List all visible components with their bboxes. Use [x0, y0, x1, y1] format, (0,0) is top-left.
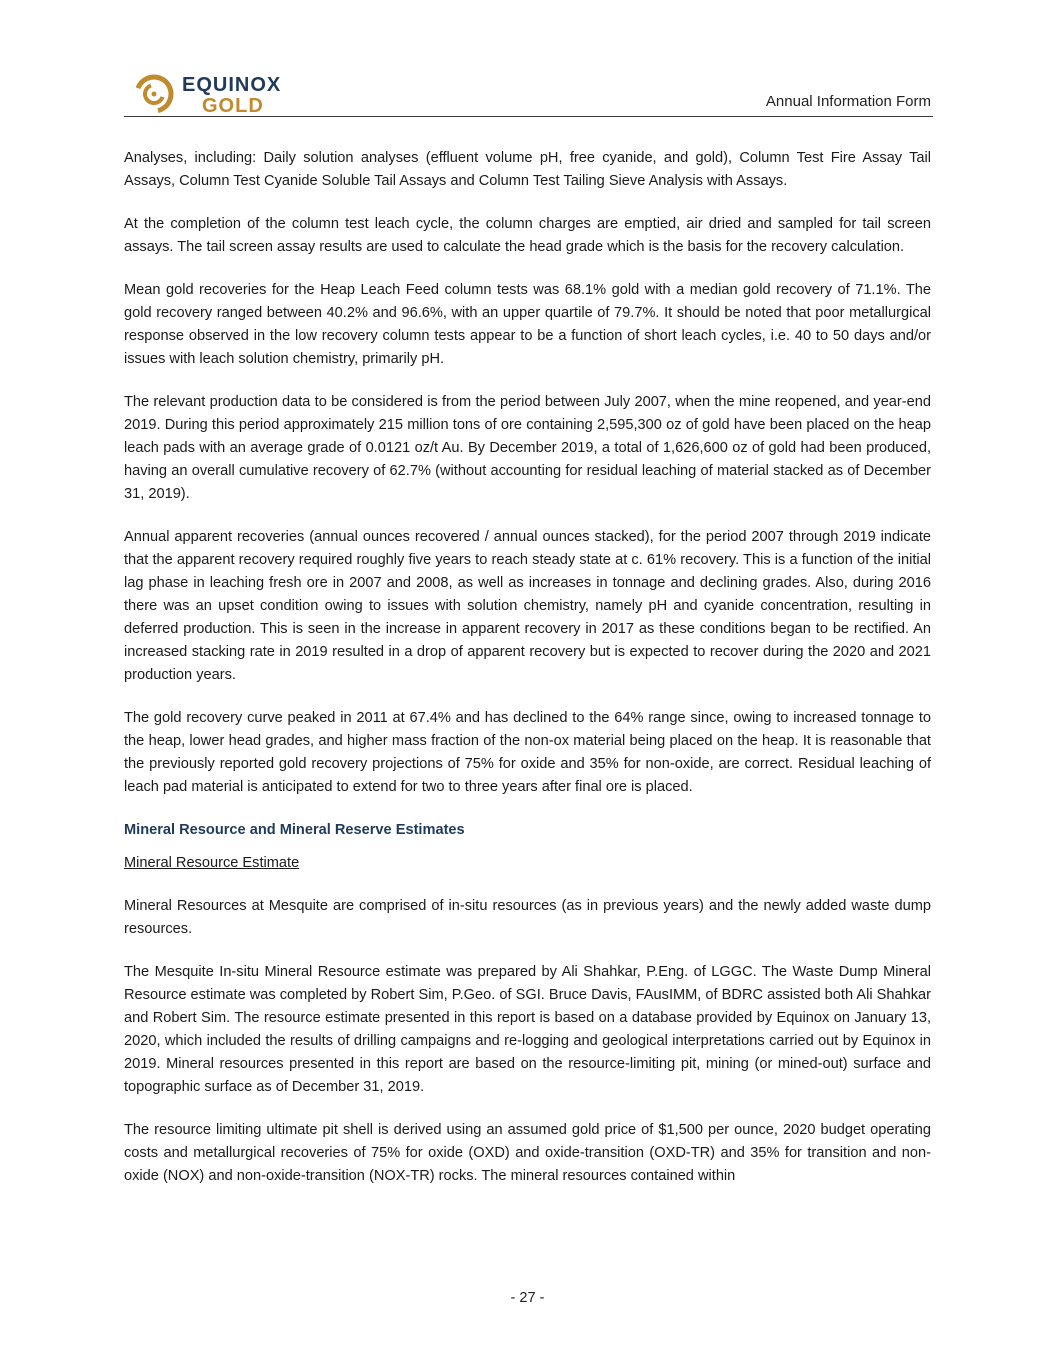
paragraph-mean-recoveries: Mean gold recoveries for the Heap Leach Feed column tests was 68.1% gold with a median gold recovery of 71.1%. The gold recovery ranged between 40.2% and 96.6%, with an upper quartile of 79.7%. It should be noted that poor metallurgical response observed in the low recovery column tests appear to be a function of short leach cycles, i.e. 40 to 50 days and/or issues with leach solution chemistry, primarily pH. — [124, 282, 931, 367]
paragraph-column-test: At the completion of the column test leach cycle, the column charges are emptied, air dried and sampled for tail screen assays. The tail screen assay results are used to calculate the head grade which is the basis for the recovery calculation. — [124, 216, 931, 255]
paragraph-mesquite-resources: Mineral Resources at Mesquite are comprised of in-situ resources (as in previous years) and the newly added waste dump resources. — [124, 898, 931, 937]
page-header — [124, 66, 933, 117]
equinox-gold-logo — [132, 70, 302, 117]
paragraph-pit-shell: The resource limiting ultimate pit shell is derived using an assumed gold price of $1,500 per ounce, 2020 budget operating costs and metallurgical recoveries of 75% for oxide (OXD) and oxide-transition (OXD-TR) and 35% for transition and non-oxide (NOX) and non-oxide-transition (NOX-TR) rocks. The mineral resources contained within — [124, 1122, 931, 1184]
paragraph-estimate-authors: The Mesquite In-situ Mineral Resource estimate was prepared by Ali Shahkar, P.Eng. of LGGC. The Waste Dump Mineral Resource estimate was completed by Robert Sim, P.Geo. of SGI. Bruce Davis, FAusIMM, of BDRC assisted both Ali Shahkar and Robert Sim. The resource estimate presented in this report is based on a database provided by Equinox on January 13, 2020, which included the results of drilling campaigns and re-logging and geological interpretations carried out by Equinox in 2019. Mineral resources presented in this report are based on the resource-limiting pit, mining (or mined-out) surface and topographic surface as of December 31, 2019. — [124, 964, 931, 1095]
logo-swirl-icon — [132, 72, 176, 116]
page-number: - 27 - — [510, 1290, 545, 1306]
logo-text-gold: GOLD — [202, 95, 264, 117]
paragraph-recovery-curve: The gold recovery curve peaked in 2011 at 67.4% and has declined to the 64% range since, owing to increased tonnage to the heap, lower head grades, and higher mass fraction of the non-ox material being placed on the heap. It is reasonable that the previously reported gold recovery projections of 75% for oxide and 35% for non-oxide, are correct. Residual leaching of leach pad material is anticipated to extend for two to three years after final ore is placed. — [124, 710, 931, 795]
section-heading: Mineral Resource and Mineral Reserve Estimates — [124, 822, 465, 838]
page-body — [124, 147, 931, 1208]
paragraph-production-data: The relevant production data to be considered is from the period between July 2007, when the mine reopened, and year-end 2019. During this period approximately 215 million tons of ore containing 2,595,300 oz of gold have been placed on the heap leach pads with an average grade of 0.0121 oz/t Au. By December 2019, a total of 1,626,600 oz of gold had been produced, having an overall cumulative recovery of 62.7% (without accounting for residual leaching of material stacked as of December 31, 2019). — [124, 394, 931, 502]
paragraph-analyses: Analyses, including: Daily solution analyses (effluent volume pH, free cyanide, and gold), Column Test Fire Assay Tail Assays, Column Test Cyanide Soluble Tail Assays and Column Test Tailing Sieve Analysis with Assays. — [124, 150, 931, 189]
paragraph-annual-recoveries: Annual apparent recoveries (annual ounces recovered / annual ounces stacked), for the period 2007 through 2019 indicate that the apparent recovery required roughly five years to reach steady state at c. 61% recovery. This is a function of the initial lag phase in leaching fresh ore in 2007 and 2008, as well as increases in tonnage and declining grades. Also, during 2016 there was an upset condition owing to issues with solution chemistry, namely pH and cyanide concentration, resulting in deferred production. This is seen in the increase in apparent recovery in 2017 as these conditions began to be rectified. An increased stacking rate in 2019 resulted in a drop of apparent recovery but is expected to recover during the 2020 and 2021 production years. — [124, 529, 931, 683]
document-title: Annual Information Form — [765, 93, 931, 110]
sub-heading: Mineral Resource Estimate — [124, 855, 300, 871]
logo-text-equinox: EQUINOX — [182, 74, 282, 96]
